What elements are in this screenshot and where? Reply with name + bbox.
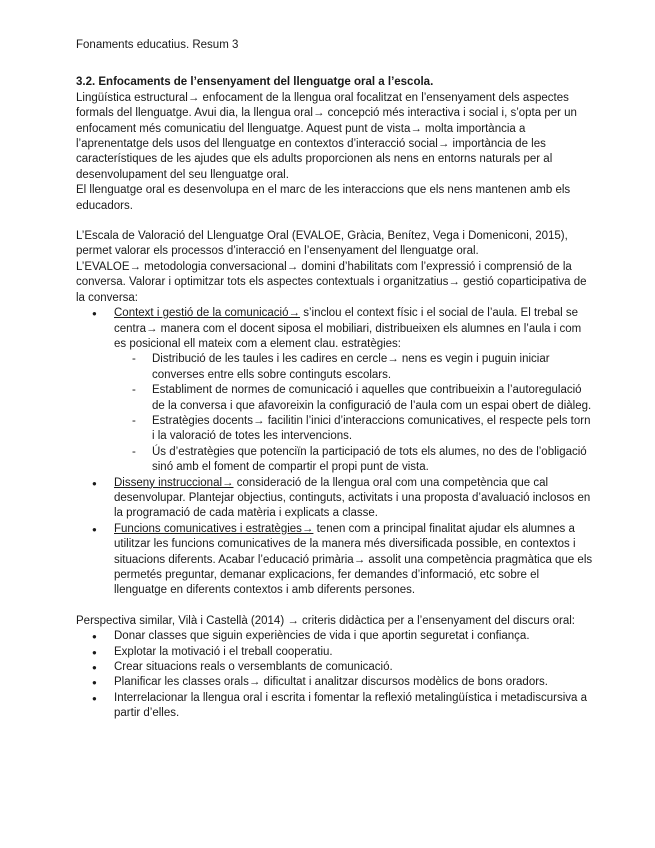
- document-header: Fonaments educatius. Resum 3: [76, 39, 239, 51]
- list-item: - Distribució de les taules i les cadires en cercle→ nens es vegin i puguin iniciar converses entre ells sobre continguts escolars.: [152, 352, 595, 383]
- list-item: - Establiment de normes de comunicació i aquelles que contribueixin a l’autoregulació de la conversa i que afavoreixin la configuració de l’aula com un espai obert de diàleg.: [152, 383, 595, 414]
- section-title: 3.2. Enfocaments de l’ensenyament del llenguatge oral a l’escola.: [76, 76, 434, 89]
- item-text: s’inclou el context físic i el social de l’aula. El trebal se centra→ manera com el docent siposa el mobiliari, distribueixen els alumnes en l’aula i com es posicional ell mateix com a element clau. estratègies:: [114, 307, 582, 350]
- criteria-list: [76, 629, 595, 721]
- item-term: Disseny instruccional→: [114, 476, 234, 489]
- evaloe-list: [76, 306, 595, 599]
- strategy-list: [114, 352, 595, 475]
- paragraph-gap: [76, 599, 595, 614]
- list-item: ● Crear situacions reals o versemblants de comunicació.: [114, 660, 595, 675]
- intro-paragraph: Lingüística estructural→ enfocament de la llengua oral focalitzat en l’ensenyament dels aspectes formals del llenguatge. Avui dia, la llengua oral→ concepció més interactiva i social i, s’opta per un enfocament més comunicatiu del llenguatge. Aquest punt de vista→ molta importància a l’aprenentatge dels usos del llenguatge en contextos d’interacció social→ importància de les característiques de les ajudes que els adults proporcionen als nens en entorns naturals per al desenvolupament del seu llenguatge oral.: [76, 91, 577, 181]
- item-text: tenen com a principal finalitat ajudar els alumnes a utilitzar les funcions comunicatives de la manera més diversificada possible, en contextos i situacions diferents. Acabar l’educació primària→ assolit una competència pragmàtica que els permetés preguntar, demanar explicacions, fer demandes d’informació, etc sobre el llenguatge en diferents contextos i amb diferents persones.: [114, 522, 593, 597]
- list-item: ● Explotar la motivació i el treball cooperatiu.: [114, 645, 595, 660]
- list-item: [114, 522, 595, 599]
- list-item: - Ús d’estratègies que potenciïn la participació de tots els alumes, no des de l’obligació sinó amb el foment de compartir el propi punt de vista.: [152, 445, 595, 476]
- list-item: ● Planificar les classes orals→ dificultat i analitzar discursos modèlics de bons oradors.: [114, 675, 595, 690]
- evaloe-paragraph: L’EVALOE→ metodologia conversacional→ domini d’habilitats com l’expressió i comprensió de la conversa. Valorar i optimitzar tots els aspectes contextuals i organitzatius→ gestió coparticipativa de la conversa:: [76, 260, 587, 304]
- perspective-paragraph: Perspectiva similar, Vilà i Castellà (2014) → criteris didàctica per a l’ensenyament del discurs oral:: [76, 614, 575, 627]
- list-item: ● Interrelacionar la llengua oral i escrita i fomentar la reflexió metalingüística i metadiscursiva a partir d’elles.: [114, 691, 595, 722]
- item-text: consideració de la llengua oral com una competència que cal desenvolupar. Plantejar objectius, continguts, activitats i una proposta d’avaluació inclosos en la programació de cada matèria i explicats a classe.: [114, 476, 591, 520]
- list-item: [114, 476, 595, 522]
- evaloe-paragraph: L’Escala de Valoració del Llenguatge Oral (EVALOE, Gràcia, Benítez, Vega i Domeniconi, 2015), permet valorar els processos d’interacció en l’ensenyament del llenguatge oral.: [76, 230, 568, 258]
- list-item: [114, 306, 595, 475]
- item-term: Context i gestió de la comunicació→: [114, 307, 301, 320]
- item-term: Funcions comunicatives i estratègies→: [114, 522, 314, 535]
- intro-paragraph: El llenguatge oral es desenvolupa en el marc de les interaccions que els nens mantenen amb els educadors.: [76, 184, 571, 212]
- paragraph-gap: [76, 214, 595, 229]
- list-item: - Estratègies docents→ facilitin l’inici d’interaccions comunicatives, el respecte pels torn i la valoració de totes les intervencions.: [152, 414, 595, 445]
- list-item: ● Donar classes que siguin experiències de vida i que aportin seguretat i confiança.: [114, 629, 595, 644]
